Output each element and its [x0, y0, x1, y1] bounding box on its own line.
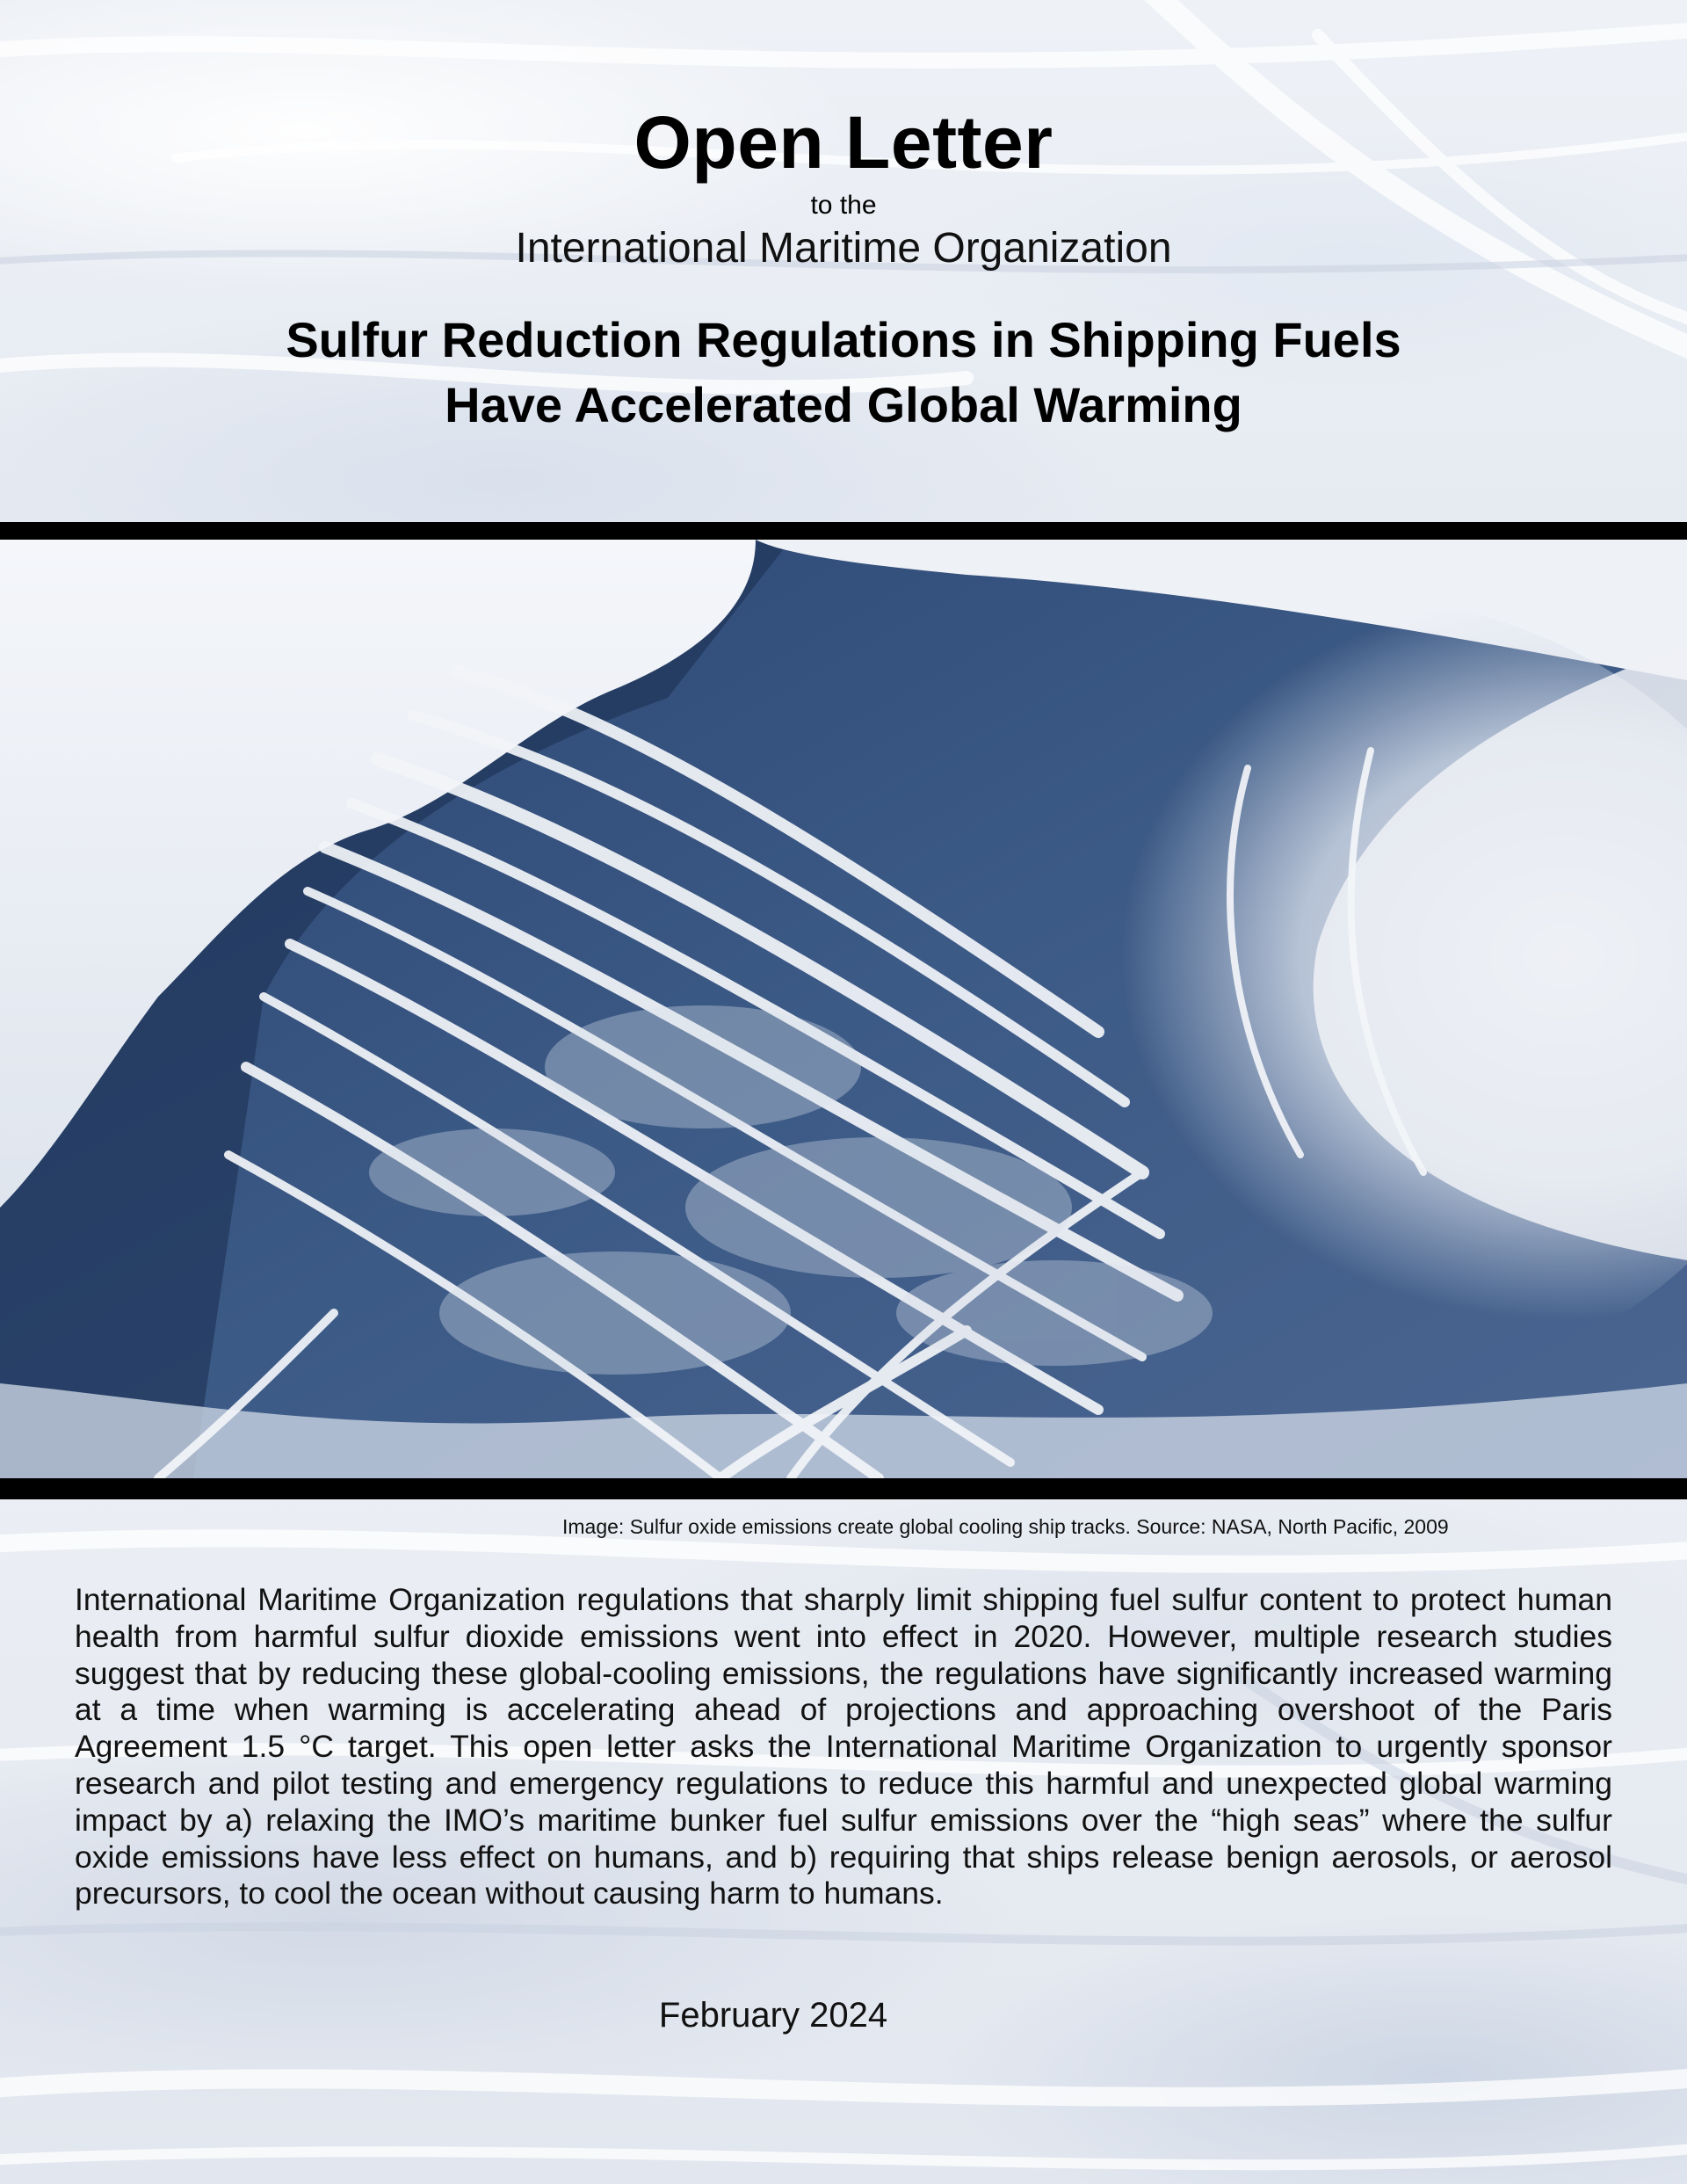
- ship-tracks-satellite-image: [0, 540, 1687, 1478]
- letter-body-paragraph: International Maritime Organization regulations that sharply limit shipping fuel sulfur content to protect human health from harmful sulfur dioxide emissions went into effect in 2020. However, multiple research studies suggest that by reducing these global-cooling emissions, the regulations have significantly increased warming at a time when warming is accelerating ahead of projections and approaching overshoot of the Paris Agreement 1.5 °C target. This open letter asks the International Maritime Organization to urgently sponsor research and pilot testing and emergency regulations to reduce this harmful and unexpected global warming impact by a) relaxing the IMO’s maritime bunker fuel sulfur emissions over the “high seas” where the sulfur oxide emissions have less effect on humans, and b) requiring that ships release benign aerosols, or aerosol precursors, to cool the ocean without causing harm to humans.: [75, 1582, 1612, 1912]
- headline-line-2: Have Accelerated Global Warming: [445, 377, 1242, 432]
- letter-header: [0, 0, 1687, 519]
- page-title: Open Letter: [634, 101, 1053, 184]
- letter-headline: [0, 308, 1687, 438]
- addressee-organization: International Maritime Organization: [515, 225, 1172, 272]
- addressee-prefix: to the: [810, 191, 877, 220]
- letter-date: February 2024: [658, 1996, 888, 2035]
- image-caption: Image: Sulfur oxide emissions create global cooling ship tracks. Source: NASA, North Pacific, 2009: [562, 1515, 1449, 1538]
- photo-frame: [0, 522, 1687, 1499]
- headline-line-1: Sulfur Reduction Regulations in Shipping Fuels: [286, 312, 1401, 367]
